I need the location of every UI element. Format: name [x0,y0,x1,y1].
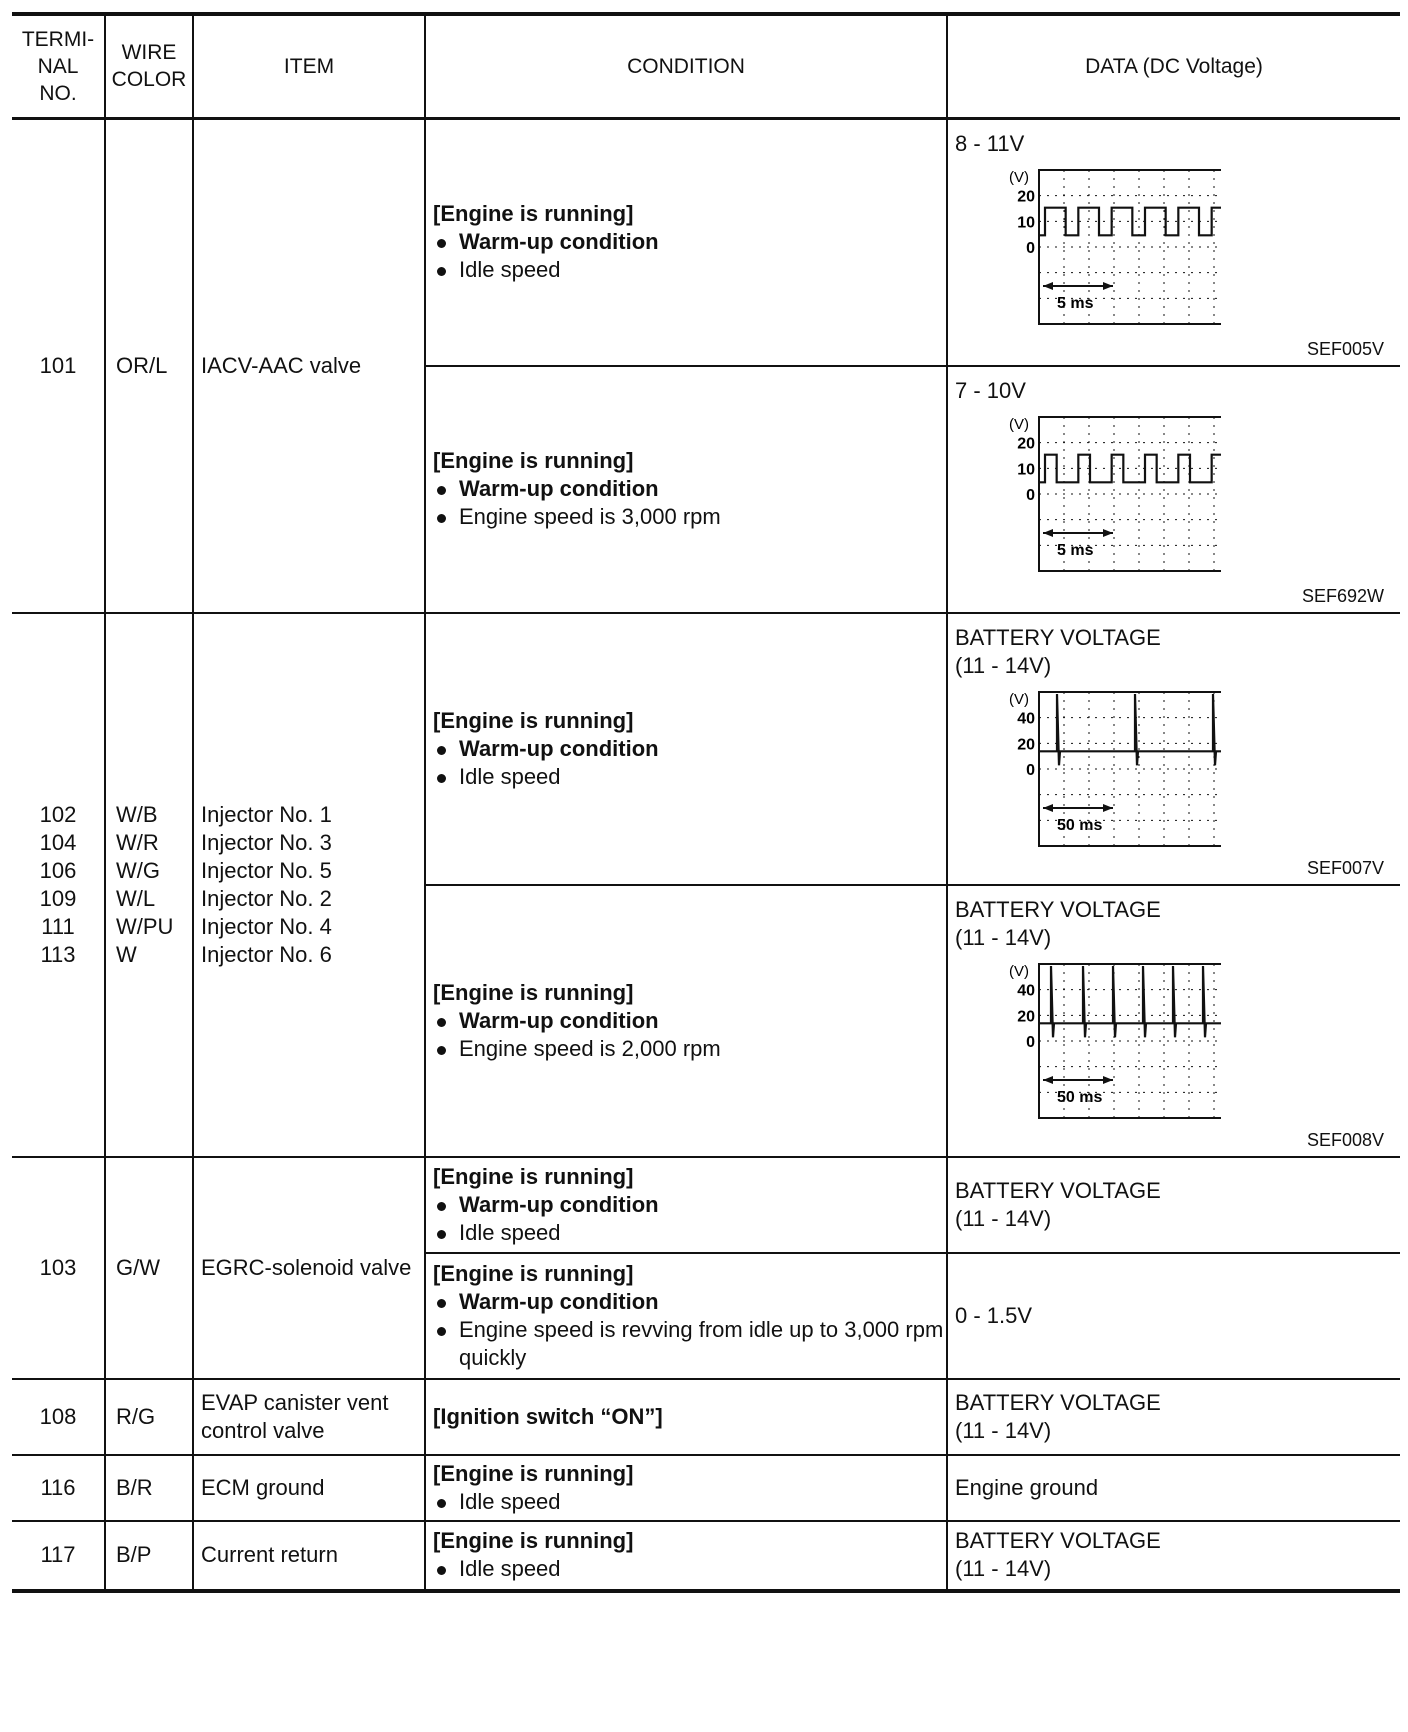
item-name: Injector No. 4 [201,913,332,939]
data-value-line: (11 - 14V) [955,1205,1052,1231]
figure-code: SEF007V [1306,857,1384,878]
condition-cell [425,1253,947,1379]
condition-cell [425,613,947,885]
y-tick-label: 0 [1026,239,1035,257]
data-cell-inner [955,120,1400,365]
condition-bullet: Warm-up condition [433,475,946,503]
arrow-head-left [1043,1076,1053,1084]
terminal-number: 104 [39,829,77,855]
table-row [12,118,1400,366]
axis-unit: (V) [1009,690,1029,708]
arrow-head-left [1043,282,1053,290]
data-cell-inner [955,614,1400,884]
terminal-cell [12,613,105,1157]
data-value-line: (11 - 14V) [955,1556,1052,1581]
condition-cell [425,885,947,1157]
terminal-cell: 116 [12,1455,105,1521]
y-tick-label: 20 [1017,735,1035,753]
y-tick-label: 10 [1017,460,1035,478]
oscilloscope-svg [981,956,1221,1131]
arrow-head-left [1043,804,1053,812]
condition-heading: [Ignition switch “ON”] [433,1403,663,1429]
header-wire-color: WIRE COLOR [105,14,193,118]
time-scale-label: 5 ms [1057,541,1094,559]
wire-color: W/R [116,829,159,855]
wire-color: W/PU [116,913,174,939]
wire-color-cell: B/R [105,1455,193,1521]
condition-heading: [Engine is running] [433,1528,634,1553]
item-cell: IACV-AAC valve [193,118,425,613]
data-value: 8 - 11V [955,130,1025,156]
condition-bullet: Warm-up condition [433,735,946,763]
y-tick-label: 40 [1017,710,1035,728]
data-value-line: BATTERY VOLTAGE [955,624,1161,650]
terminal-number: 109 [39,885,77,911]
condition-bullet: Engine speed is revving from idle up to 3,000 rpm quickly [433,1316,946,1372]
condition-heading: [Engine is running] [433,1460,634,1486]
arrow-head-right [1103,804,1113,812]
figure-code: SEF005V [1306,338,1384,359]
item-name: Injector No. 5 [201,857,332,883]
condition-bullet: Warm-up condition [433,1007,946,1035]
condition-bullet: Warm-up condition [433,1191,946,1219]
item-name: Injector No. 3 [201,829,332,855]
condition-bullet: Idle speed [433,1555,946,1583]
terminal-cell: 108 [12,1379,105,1455]
condition-bullet: Warm-up condition [433,1288,946,1316]
y-tick-label: 40 [1017,982,1035,1000]
oscilloscope-svg [981,162,1221,337]
data-cell [947,1455,1400,1521]
condition-bullet: Idle speed [433,763,946,791]
arrow-head-right [1103,1076,1113,1084]
condition-cell [425,1521,947,1591]
arrow-head-left [1043,529,1053,537]
oscilloscope-svg [981,684,1221,859]
item-cell: Current return [193,1521,425,1591]
header-item: ITEM [193,14,425,118]
item-name: Injector No. 2 [201,885,332,911]
data-value-line: BATTERY VOLTAGE [955,1177,1161,1203]
wire-color: W/B [116,801,158,827]
condition-cell [425,118,947,366]
condition-heading: [Engine is running] [433,707,634,733]
time-scale-label: 50 ms [1057,1088,1103,1106]
header-row [12,14,1400,118]
time-scale-label: 5 ms [1057,294,1094,312]
condition-heading: [Engine is running] [433,201,634,226]
data-cell [947,118,1400,366]
condition-bullet: Engine speed is 2,000 rpm [433,1035,946,1063]
y-tick-label: 0 [1026,486,1035,504]
data-cell [947,885,1400,1157]
terminal-cell: 103 [12,1157,105,1379]
waveform-trace [1039,454,1221,482]
data-cell [947,1379,1400,1455]
item-name: Injector No. 1 [201,801,332,827]
wire-color-cell: OR/L [105,118,193,613]
figure-code: SEF008V [1306,1129,1384,1150]
condition-cell [425,1455,947,1521]
data-value: Engine ground [955,1474,1099,1500]
waveform-trace [1039,207,1221,235]
oscilloscope-waveform [981,684,1221,866]
arrow-head-right [1103,529,1113,537]
table-row [12,613,1400,885]
terminal-number: 102 [39,801,77,827]
waveform-trace [1039,694,1221,765]
data-value-line: BATTERY VOLTAGE [955,1528,1161,1553]
y-tick-label: 20 [1017,435,1035,453]
condition-bullet: Idle speed [433,1488,946,1516]
axis-unit: (V) [1009,415,1029,433]
time-scale-label: 50 ms [1057,816,1103,834]
data-cell [947,613,1400,885]
terminal-number: 113 [40,941,76,967]
wire-color-cell: R/G [105,1379,193,1455]
table-row [12,1521,1400,1591]
wire-color-cell [105,613,193,1157]
header-terminal-no: TERMI- NAL NO. [12,14,105,118]
condition-heading: [Engine is running] [433,1163,634,1189]
condition-bullet: Engine speed is 3,000 rpm [433,503,946,531]
data-value: 0 - 1.5V [955,1302,1033,1328]
condition-cell [425,1157,947,1253]
terminal-cell: 117 [12,1521,105,1591]
table-row [12,1379,1400,1455]
terminal-data-sheet [12,12,1400,1593]
wire-color: W [116,941,137,967]
oscilloscope-waveform [981,162,1221,344]
condition-cell [425,1379,947,1455]
table-row [12,1455,1400,1521]
condition-heading: [Engine is running] [433,1260,634,1286]
data-value-line: (11 - 14V) [955,652,1052,678]
item-cell: EGRC-solenoid valve [193,1157,425,1379]
wire-color: W/L [116,885,156,911]
condition-bullet: Idle speed [433,256,946,284]
terminal-cell: 101 [12,118,105,613]
wire-color-cell: G/W [105,1157,193,1379]
data-cell [947,1253,1400,1379]
terminal-number: 106 [39,857,77,883]
y-tick-label: 0 [1026,1033,1035,1051]
wire-color: W/G [116,857,160,883]
condition-cell [425,366,947,613]
waveform-trace [1039,966,1221,1037]
data-value-line: BATTERY VOLTAGE [955,896,1161,922]
item-cell [193,613,425,1157]
figure-code: SEF692W [1301,585,1384,606]
data-cell [947,1157,1400,1253]
data-cell-inner [955,367,1400,612]
item-cell: ECM ground [193,1455,425,1521]
data-cell [947,366,1400,613]
data-value-line: BATTERY VOLTAGE [955,1389,1161,1415]
wire-color-cell: B/P [105,1521,193,1591]
y-tick-label: 20 [1017,1007,1035,1025]
terminal-number: 111 [41,913,75,939]
item-cell: EVAP canister vent control valve [193,1379,425,1455]
y-tick-label: 20 [1017,188,1035,206]
oscilloscope-waveform [981,409,1221,591]
arrow-head-right [1103,282,1113,290]
y-tick-label: 0 [1026,761,1035,779]
data-value [955,896,1161,952]
y-tick-label: 10 [1017,213,1035,231]
condition-bullet: Warm-up condition [433,228,946,256]
data-value [955,624,1161,680]
axis-unit: (V) [1009,168,1029,186]
oscilloscope-waveform [981,956,1221,1138]
condition-heading: [Engine is running] [433,448,634,473]
header-data: DATA (DC Voltage) [947,14,1400,118]
data-value-line: (11 - 14V) [955,924,1052,950]
oscilloscope-svg [981,409,1221,584]
condition-bullet: Idle speed [433,1219,946,1247]
axis-unit: (V) [1009,962,1029,980]
condition-heading: [Engine is running] [433,979,634,1005]
item-name: Injector No. 6 [201,941,332,967]
data-cell [947,1521,1400,1591]
data-value-line: (11 - 14V) [955,1417,1052,1443]
data-value: 7 - 10V [955,377,1026,403]
table-row [12,1157,1400,1253]
data-cell-inner [955,886,1400,1156]
header-condition: CONDITION [425,14,947,118]
ecm-terminal-table [12,12,1400,1593]
